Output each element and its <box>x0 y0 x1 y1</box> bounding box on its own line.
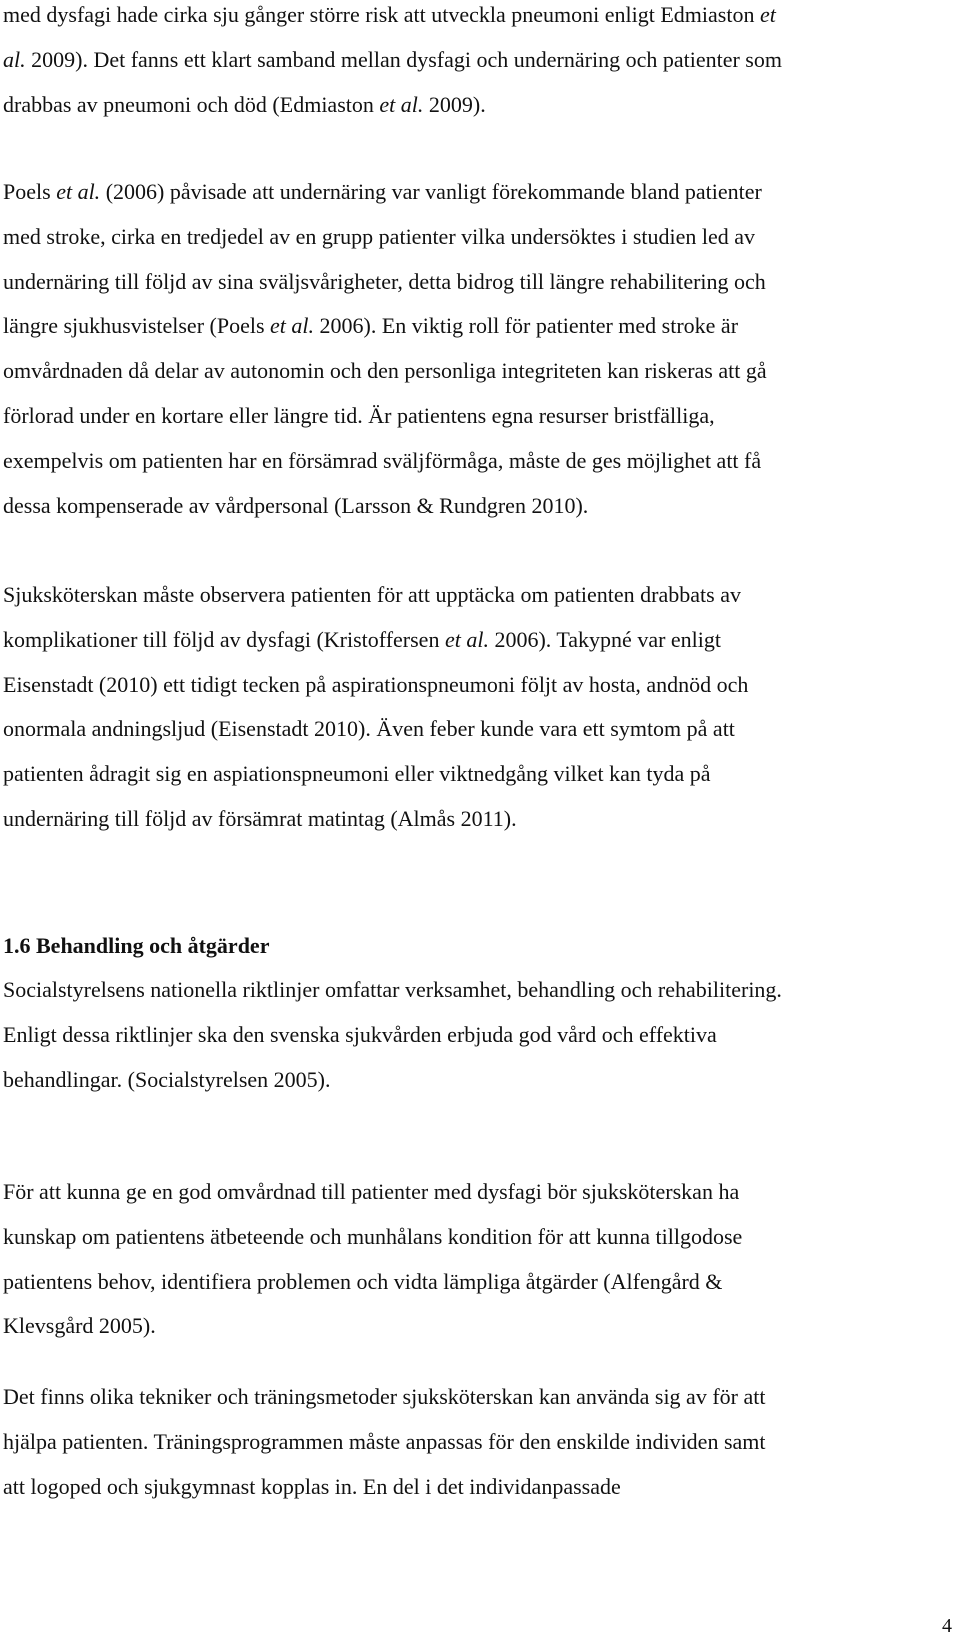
text-line: att logoped och sjukgymnast kopplas in. En del i det individanpassade <box>3 1473 621 1499</box>
text-line: undernäring till följd av sina sväljsvårigheter, detta bidrog till längre rehabilitering och <box>3 268 766 294</box>
text-line: onormala andningsljud (Eisenstadt 2010). Även feber kunde vara ett symtom på att <box>3 716 735 742</box>
text-line: Enligt dessa riktlinjer ska den svenska sjukvården erbjuda god vård och effektiva <box>3 1021 717 1047</box>
paragraph-omvardnad <box>3 1170 958 1349</box>
page-number: 4 <box>942 1615 952 1637</box>
text-line: undernäring till följd av försämrat matintag (Almås 2011). <box>3 805 517 831</box>
italic-citation: al. <box>3 46 26 72</box>
paragraph-tekniker <box>3 1375 958 1509</box>
italic-citation: et al. <box>379 91 424 117</box>
italic-citation: et al. <box>270 313 315 339</box>
text-line: Sjuksköterskan måste observera patienten för att upptäcka om patienten drabbats av <box>3 582 741 607</box>
text-line: drabbas av pneumoni och död (Edmiaston et al. 2009). <box>3 91 486 117</box>
text-line: Poels et al. (2006) påvisade att undernäring var vanligt förekommande bland patienter <box>3 179 762 204</box>
text-line: kunskap om patientens ätbeteende och munhålans kondition för att kunna tillgodose <box>3 1223 743 1249</box>
paragraph-poels <box>3 170 958 528</box>
paragraph-edmiaston <box>3 0 958 127</box>
text-line: patientens behov, identifiera problemen och vidta lämpliga åtgärder (Alfengård & <box>3 1268 723 1294</box>
text-line: Socialstyrelsens nationella riktlinjer omfattar verksamhet, behandling och rehabilitering. <box>3 977 782 1002</box>
section-heading: 1.6 Behandling och åtgärder <box>3 933 270 958</box>
italic-citation: et al. <box>444 626 489 652</box>
text-line: För att kunna ge en god omvårdnad till patienter med dysfagi bör sjuksköterskan ha <box>3 1179 740 1204</box>
italic-citation: et <box>759 2 776 27</box>
text-line: hjälpa patienten. Träningsprogrammen måste anpassas för den enskilde individen samt <box>3 1428 766 1454</box>
text-line: Eisenstadt (2010) ett tidigt tecken på aspirationspneumoni följt av hosta, andnöd och <box>3 671 749 697</box>
text-line: med dysfagi hade cirka sju gånger större risk att utveckla pneumoni enligt Edmiaston et <box>3 2 776 27</box>
text-line: al. 2009). Det fanns ett klart samband mellan dysfagi och undernäring och patienter som <box>3 46 782 72</box>
text-line: patienten ådragit sig en aspiationspneumoni eller viktnedgång vilket kan tyda på <box>3 761 711 787</box>
paragraph-socialstyrelsen <box>3 968 958 1102</box>
text-line: behandlingar. (Socialstyrelsen 2005). <box>3 1066 331 1092</box>
text-line: dessa kompenserade av vårdpersonal (Larsson & Rundgren 2010). <box>3 492 589 518</box>
italic-citation: et al. <box>56 179 101 204</box>
text-line: längre sjukhusvistelser (Poels et al. 2006). En viktig roll för patienter med stroke är <box>3 313 739 339</box>
text-line: Klevsgård 2005). <box>3 1313 156 1339</box>
paragraph-sjukskoterskan <box>3 573 958 842</box>
text-line: exempelvis om patienten har en försämrad sväljförmåga, måste de ges möjlighet att få <box>3 447 762 473</box>
text-line: Det finns olika tekniker och träningsmetoder sjuksköterskan kan använda sig av för att <box>3 1384 766 1409</box>
text-line: komplikationer till följd av dysfagi (Kristoffersen et al. 2006). Takypné var enligt <box>3 626 722 652</box>
text-line: omvårdnaden då delar av autonomin och den personliga integriteten kan riskeras att gå <box>3 358 767 384</box>
text-line: förlorad under en kortare eller längre tid. Är patientens egna resurser bristfälliga, <box>3 402 715 428</box>
text-line: med stroke, cirka en tredjedel av en grupp patienter vilka undersöktes i studien led av <box>3 223 756 249</box>
